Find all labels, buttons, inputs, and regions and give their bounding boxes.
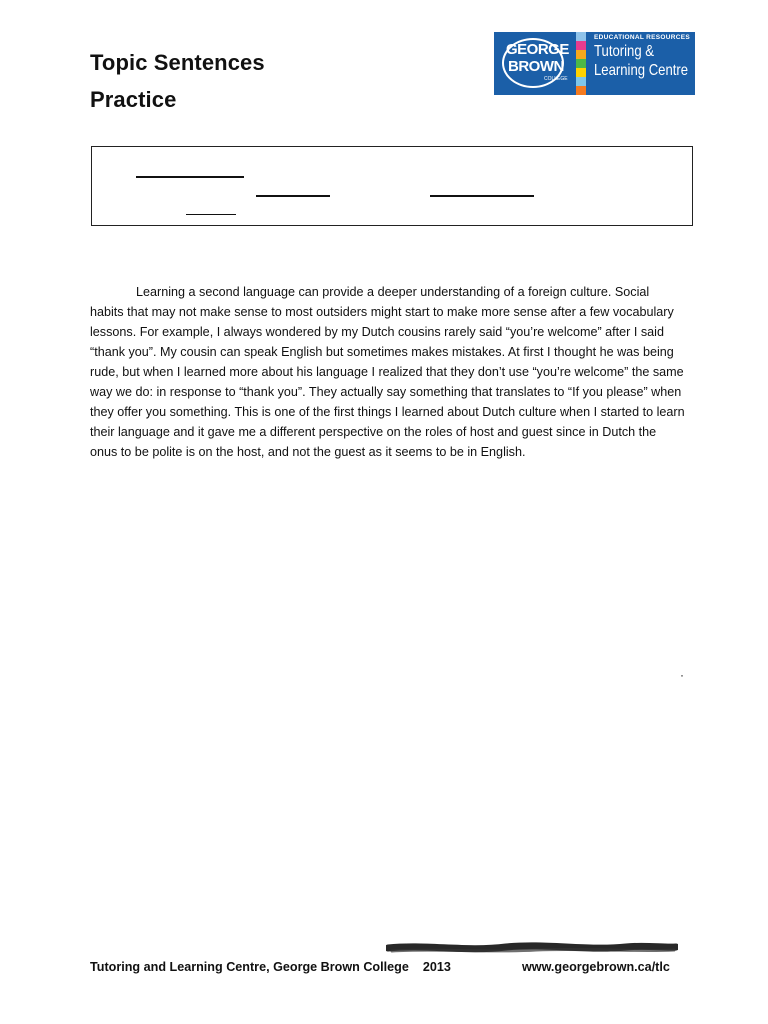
page-subtitle: Practice [90,87,177,112]
footer-url[interactable]: www.georgebrown.ca/tlc [522,960,670,974]
practice-paragraph [90,282,686,462]
college-logo-mark [494,32,576,95]
logo-college-line1: GEORGE [506,41,569,58]
logo-college-small: COLLEGE [544,76,568,82]
logo-department-tag: EDUCATIONAL RESOURCES [594,34,690,41]
logo-color-stripes [576,32,586,95]
answer-box [91,146,693,226]
george-brown-logo [494,32,695,95]
answer-blank[interactable] [256,195,330,197]
logo-department [594,34,695,80]
page-title: Topic Sentences [90,50,265,75]
redaction-scribble [386,942,678,954]
answer-blank[interactable] [430,195,534,197]
logo-college-line2: BROWN [508,58,564,75]
answer-blank[interactable] [186,214,236,215]
logo-department-line2: Learning Centre [594,62,689,79]
stray-dot: · [680,668,684,682]
footer-credit: Tutoring and Learning Centre, George Brown College 2013 [90,960,451,974]
paragraph-text: Learning a second language can provide a deeper understanding of a foreign culture. Social habits that may not make sense to most outsiders might start to make more sense after a few vocabulary lessons. For example, I always wondered by my Dutch cousins rarely said “you’re welcome” after I said “thank you”. My cousin can speak English but sometimes makes mistakes. At first I thought he was being rude, but when I learned more about his language I realized that they don’t use “you’re welcome” the same way we do: in response to “thank you”. They actually say something that translates to “If you please” when they offer you something. This is one of the first things I learned about Dutch culture when I started to learn their language and it gave me a different perspective on the roles of host and guest since in Dutch the onus to be polite is on the host, and not the guest as it seems to be in English. [90,285,685,459]
answer-blank[interactable] [136,176,244,178]
logo-department-line1: Tutoring & [594,43,655,60]
